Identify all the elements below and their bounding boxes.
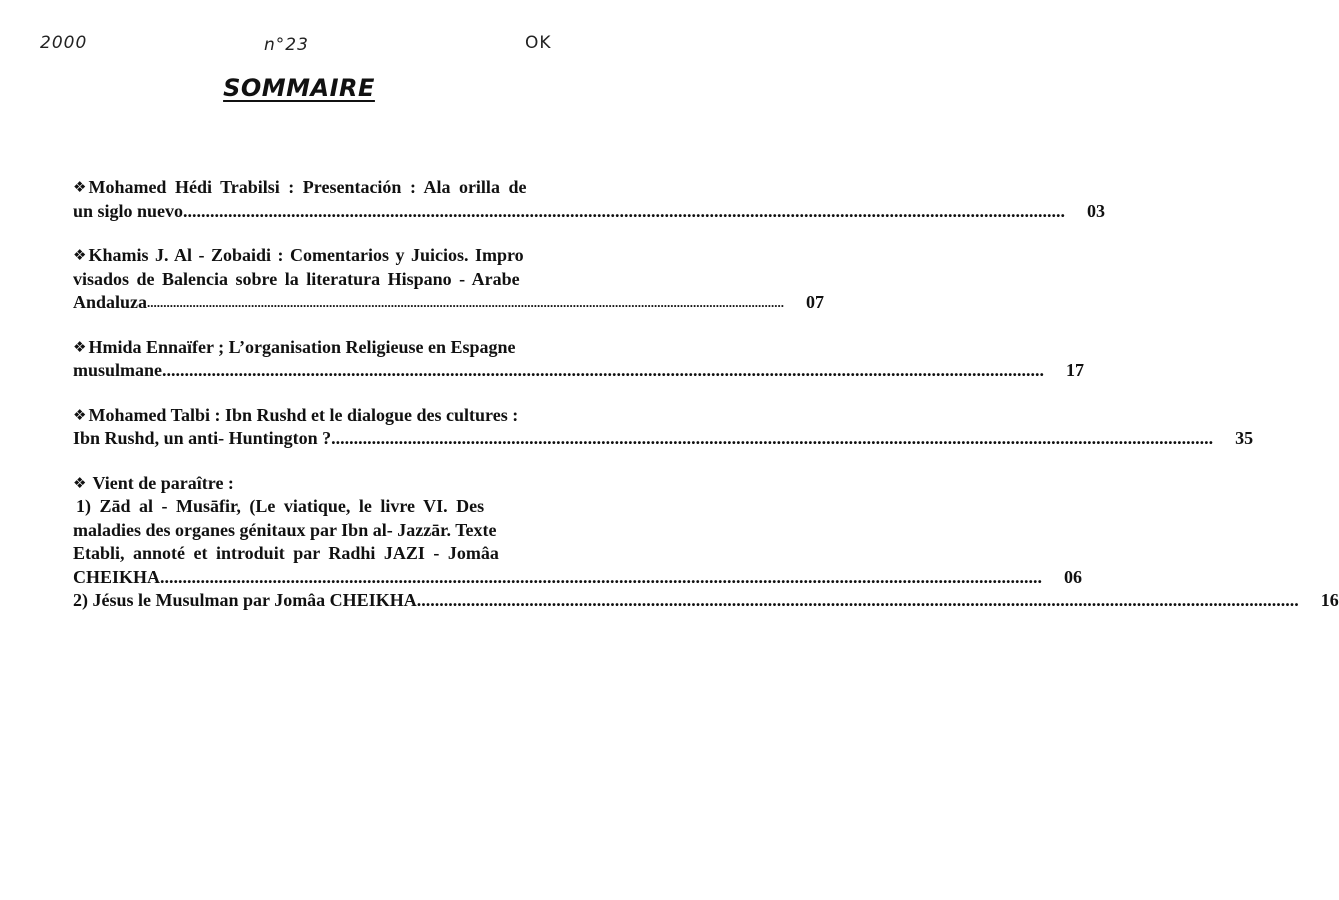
toc-entry-text: Mohamed Hédi Trabilsi : Presentación : Ala orilla de: [88, 177, 527, 197]
toc-entry-text: Andaluza: [73, 292, 148, 312]
toc-entry-trabilsi: [73, 176, 1106, 223]
toc-line: [73, 495, 585, 519]
toc-entry-forthcoming: [73, 472, 1339, 613]
dot-leader: [147, 291, 784, 315]
page-number: 35: [1235, 428, 1254, 448]
dot-leader: [162, 359, 1044, 383]
toc-entry-text: Mohamed Talbi : Ibn Rushd et le dialogue des cultures :: [88, 404, 519, 425]
toc-line: [73, 472, 585, 496]
page-number: 17: [1066, 360, 1085, 380]
page-number: 03: [1087, 200, 1106, 221]
bullet-icon: ❖: [73, 405, 87, 424]
toc-line: [73, 336, 585, 360]
toc-entry-text: Etabli, annoté et introduit par Radhi JAZI - Jomâa: [73, 543, 499, 563]
toc-entry-text: Khamis J. Al - Zobaidi : Comentarios y Juicios. Impro: [88, 245, 524, 265]
toc-line: [73, 427, 1254, 451]
forthcoming-heading: Vient de paraître :: [92, 472, 234, 493]
toc-line: [73, 291, 825, 315]
handwritten-year: 2000: [40, 33, 88, 53]
toc-line: [73, 200, 1106, 224]
toc-entry-text: un siglo nuevo: [73, 200, 184, 221]
toc-entry-text: 1) Zād al - Musāfir, (Le viatique, le livre VI. Des: [76, 496, 485, 516]
dot-leader: [331, 427, 1213, 451]
dot-leader: [160, 566, 1042, 590]
toc-line: [73, 542, 585, 566]
handwritten-ok-mark: OK: [525, 33, 552, 53]
toc-line: [73, 268, 585, 292]
bullet-icon: ❖: [73, 473, 87, 492]
toc-line: [73, 404, 585, 428]
toc-entry-text: 2) Jésus le Musulman par Jomâa CHEIKHA: [73, 590, 417, 610]
toc-line: [73, 589, 1339, 613]
toc-entry-text: maladies des organes génitaux par Ibn al- Jazzār. Texte: [73, 519, 497, 540]
bullet-icon: ❖: [73, 246, 87, 264]
bullet-icon: ❖: [73, 337, 87, 356]
toc-line: [73, 244, 585, 268]
page-number: 16: [1320, 590, 1339, 610]
table-of-contents: [73, 176, 1339, 613]
toc-entry-text: visados de Balencia sobre la literatura Hispano - Arabe: [73, 268, 520, 289]
page-title: SOMMAIRE: [223, 74, 375, 102]
toc-entry-ennaifer: [73, 336, 1085, 383]
toc-entry-text: musulmane: [73, 360, 163, 380]
page-number: 07: [806, 292, 825, 312]
toc-entry-text: Hmida Ennaïfer ; L’organisation Religieuse en Espagne: [88, 336, 516, 357]
handwritten-issue-number: n°23: [264, 35, 309, 55]
toc-line: [73, 176, 585, 200]
toc-entry-text: Ibn Rushd, un anti- Huntington ?: [73, 428, 332, 448]
page-number: 06: [1064, 566, 1083, 587]
toc-line: [73, 566, 1083, 590]
toc-entry-zobaidi: [73, 244, 825, 315]
toc-entry-text: CHEIKHA: [73, 566, 161, 587]
bullet-icon: ❖: [73, 178, 87, 196]
dot-leader: [417, 589, 1299, 613]
toc-entry-talbi: [73, 404, 1254, 451]
toc-line: [73, 519, 585, 543]
toc-line: [73, 359, 1085, 383]
dot-leader: [183, 200, 1065, 224]
